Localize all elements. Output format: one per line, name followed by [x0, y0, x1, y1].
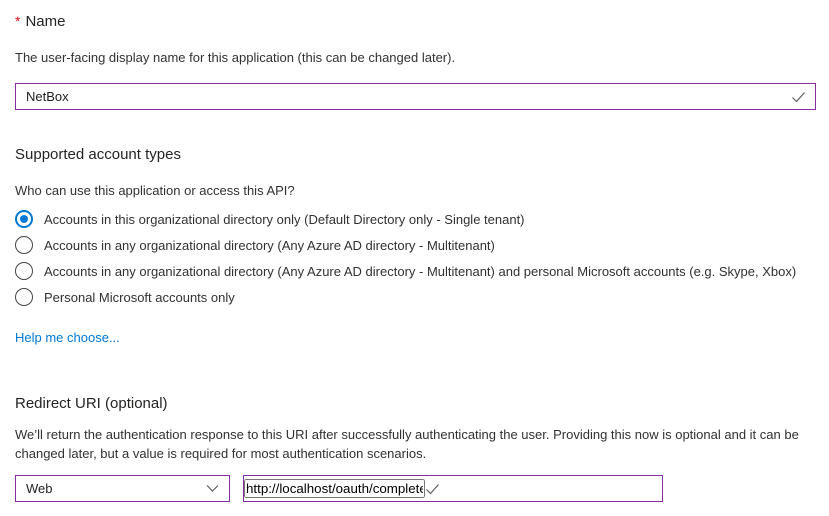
valid-checkmark-icon — [791, 91, 806, 103]
account-type-option[interactable] — [15, 206, 816, 232]
redirect-uri-input-container — [243, 475, 663, 502]
platform-select[interactable] — [15, 475, 230, 502]
platform-select-value: Web — [26, 481, 53, 496]
chevron-down-icon — [206, 484, 219, 493]
account-type-option-label: Accounts in this organizational directory only (Default Directory only - Single tenant) — [44, 211, 525, 227]
name-section-title — [15, 10, 816, 33]
account-type-option-label: Accounts in any organizational directory (Any Azure AD directory - Multitenant) — [44, 237, 495, 253]
account-types-title: Supported account types — [15, 146, 181, 163]
radio-unselected-icon[interactable] — [15, 262, 33, 280]
radio-unselected-icon[interactable] — [15, 288, 33, 306]
name-description: The user-facing display name for this application (this can be changed later). — [15, 50, 456, 65]
account-type-option-label: Personal Microsoft accounts only — [44, 289, 235, 305]
account-type-option[interactable] — [15, 232, 816, 258]
required-marker: * — [15, 13, 21, 29]
help-me-choose-link[interactable]: Help me choose... — [15, 330, 120, 345]
redirect-uri-input[interactable] — [244, 479, 425, 498]
account-types-question: Who can use this application or access this API? — [15, 183, 295, 198]
radio-unselected-icon[interactable] — [15, 236, 33, 254]
redirect-uri-description: We’ll return the authentication response to this URI after successfully authenticating the user. Providing this now is optional and it can be changed later, but a value is required for most authentication scenarios. — [15, 427, 799, 461]
redirect-uri-title: Redirect URI (optional) — [15, 395, 168, 412]
account-types-section — [15, 144, 816, 347]
account-types-radio-group — [15, 206, 816, 310]
name-input[interactable] — [16, 84, 791, 109]
account-type-option-label: Accounts in any organizational directory (Any Azure AD directory - Multitenant) and personal Microsoft accounts (e.g. Skype, Xbox) — [44, 263, 797, 279]
name-input-container — [15, 83, 816, 110]
redirect-uri-row — [15, 475, 816, 502]
name-section — [15, 10, 816, 110]
radio-selected-icon[interactable] — [15, 210, 33, 228]
redirect-uri-section — [15, 393, 816, 502]
valid-checkmark-icon — [425, 483, 440, 495]
name-section-title-text: Name — [25, 13, 66, 30]
account-type-option[interactable] — [15, 284, 816, 310]
account-type-option[interactable] — [15, 258, 816, 284]
